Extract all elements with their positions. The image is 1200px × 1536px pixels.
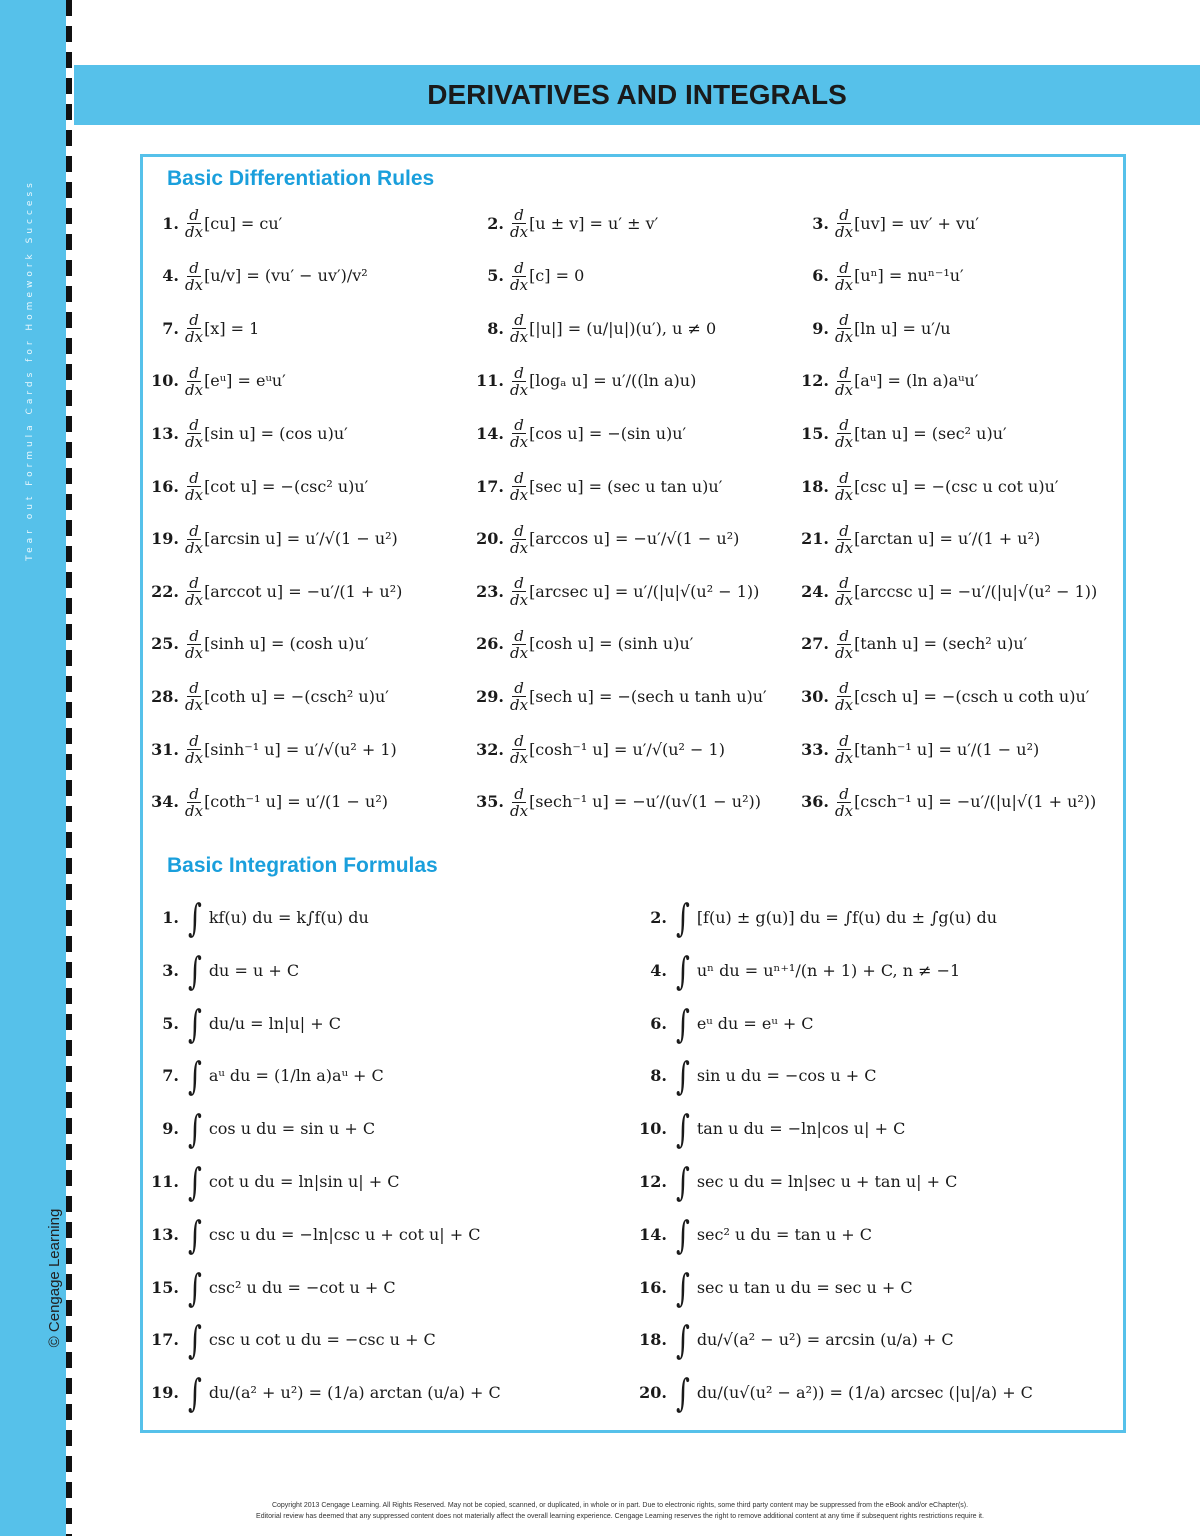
formula-expression: [f(u) ± g(u)] du = ∫f(u) du ± ∫g(u) du — [696, 908, 998, 927]
diff-rule — [793, 417, 1007, 450]
rule-number: 18. — [801, 476, 829, 496]
diff-rule — [793, 628, 1027, 661]
formula-expression: csc u du = −ln|csc u + cot u| + C — [208, 1224, 481, 1244]
rule-number: 4. — [162, 266, 179, 286]
formula-number: 18. — [639, 1330, 667, 1350]
rule-number: 23. — [476, 581, 504, 601]
formula-expression: du/√(a² − u²) = arcsin (u/a) + C — [696, 1330, 954, 1350]
formula-number: 10. — [639, 1119, 667, 1139]
rule-expression: [csch⁻¹ u] = −u′/(|u|√(1 + u²)) — [854, 792, 1097, 812]
formula-expression: du/(u√(u² − a²)) = (1/a) arcsec (|u|/a) + C — [696, 1383, 1033, 1403]
formula-number: 6. — [650, 1013, 667, 1033]
rule-expression: [sin u] = (cos u)u′ — [204, 423, 348, 443]
rule-expression: [coth⁻¹ u] = u′/(1 − u²) — [204, 792, 388, 812]
rule-expression: [cu] = cu′ — [204, 213, 283, 233]
rule-expression: [u ± v] = u′ ± v′ — [529, 213, 659, 233]
rule-expression: [sech u] = −(sech u tanh u)u′ — [529, 686, 767, 706]
rule-expression: [arccot u] = −u′/(1 + u²) — [204, 581, 403, 601]
d-dx-operator: d dx — [510, 574, 529, 610]
integral-sign: ∫ — [675, 896, 690, 940]
copyright-line-2: Editorial review has deemed that any suppressed content does not materially affect the overall learning experience. Cengage Learning reserves the right to remove additional content at any time if subsequent rights restrictions require it. — [256, 1513, 984, 1520]
diff-rule — [143, 207, 282, 240]
diff-rule — [468, 680, 767, 713]
rule-expression: [uⁿ] = nuⁿ⁻¹u′ — [854, 266, 964, 286]
d-dx-operator: d dx — [185, 311, 204, 347]
formula-number: 13. — [151, 1224, 179, 1244]
integration-formula — [143, 896, 369, 940]
formula-number: 20. — [639, 1383, 667, 1403]
integration-formula — [631, 896, 998, 940]
rule-number: 24. — [801, 581, 829, 601]
integration-formula — [631, 1265, 913, 1310]
d-dx-operator: d dx — [510, 258, 529, 294]
d-dx-operator: d dx — [510, 784, 529, 820]
integral-sign: ∫ — [187, 1001, 202, 1046]
integral-sign: ∫ — [675, 1265, 690, 1310]
rule-expression: [tanh⁻¹ u] = u′/(1 − u²) — [854, 739, 1040, 759]
d-dx-operator: d dx — [510, 469, 529, 504]
diff-rule — [468, 470, 722, 503]
d-dx-operator: d dx — [510, 311, 529, 347]
integral-sign: ∫ — [675, 948, 690, 993]
formula-number: 9. — [162, 1119, 179, 1139]
formula-expression: sec² u du = tan u + C — [696, 1224, 872, 1244]
d-dx-operator: d dx — [835, 258, 854, 294]
rule-expression: [coth u] = −(csch² u)u′ — [204, 686, 389, 706]
integral-sign: ∫ — [187, 1265, 202, 1310]
rule-expression: [csc u] = −(csc u cot u)u′ — [854, 476, 1059, 496]
rule-expression: [c] = 0 — [529, 266, 585, 286]
d-dx-operator: d dx — [835, 521, 854, 557]
integration-formula — [143, 1160, 400, 1204]
integration-formula — [143, 1318, 436, 1363]
rule-expression: [u/v] = (vu′ − uv′)/v² — [204, 266, 368, 286]
rule-number: 32. — [476, 739, 504, 759]
diff-rule — [468, 575, 759, 608]
diff-rule — [143, 628, 368, 661]
formula-expression: cot u du = ln|sin u| + C — [208, 1172, 400, 1191]
copyright-footer — [140, 1500, 1100, 1522]
formula-expression: uⁿ du = uⁿ⁺¹/(n + 1) + C, n ≠ −1 — [696, 960, 961, 980]
d-dx-operator: d dx — [835, 574, 854, 610]
diff-rule — [793, 786, 1096, 819]
integration-formula — [143, 1265, 396, 1310]
rule-expression: [cosh u] = (sinh u)u′ — [529, 634, 694, 654]
diff-rule — [793, 523, 1040, 556]
integration-formula — [143, 948, 300, 993]
diff-rule — [143, 365, 286, 398]
d-dx-operator: d dx — [510, 416, 529, 452]
rule-number: 21. — [801, 529, 829, 549]
rule-expression: [csch u] = −(csch u coth u)u′ — [854, 686, 1090, 706]
diff-rule — [793, 312, 951, 345]
formula-expression: tan u du = −ln|cos u| + C — [696, 1119, 906, 1139]
rule-expression: [uv] = uv′ + vu′ — [854, 213, 979, 233]
rule-number: 2. — [487, 213, 504, 233]
integration-formula — [631, 948, 961, 993]
d-dx-operator: d dx — [185, 363, 204, 399]
integral-sign: ∫ — [187, 1160, 202, 1204]
diff-rule — [468, 786, 761, 819]
formula-expression: du/u = ln|u| + C — [208, 1013, 341, 1033]
rule-expression: [cot u] = −(csc² u)u′ — [204, 476, 369, 496]
integral-sign: ∫ — [187, 896, 202, 940]
differentiation-heading: Basic Differentiation Rules — [167, 167, 435, 190]
rule-expression: [tanh u] = (sech² u)u′ — [854, 634, 1028, 654]
rule-expression: [arcsin u] = u′/√(1 − u²) — [204, 529, 398, 549]
rule-number: 1. — [162, 213, 179, 233]
rule-number: 12. — [801, 371, 829, 391]
rule-number: 35. — [476, 792, 504, 812]
rule-expression: [arcsec u] = u′/(|u|√(u² − 1)) — [529, 581, 760, 601]
rule-number: 27. — [801, 634, 829, 654]
integral-sign: ∫ — [187, 1212, 202, 1257]
d-dx-operator: d dx — [510, 206, 529, 241]
rule-number: 26. — [476, 634, 504, 654]
d-dx-operator: d dx — [510, 732, 529, 767]
rule-number: 29. — [476, 686, 504, 706]
d-dx-operator: d dx — [185, 521, 204, 557]
d-dx-operator: d dx — [185, 732, 204, 767]
rule-expression: [arccos u] = −u′/√(1 − u²) — [529, 529, 740, 549]
rule-expression: [arccsc u] = −u′/(|u|√(u² − 1)) — [854, 581, 1098, 601]
d-dx-operator: d dx — [835, 784, 854, 820]
integration-formula — [631, 1107, 906, 1152]
diff-rule — [468, 523, 739, 556]
title-band — [74, 65, 1200, 125]
d-dx-operator: d dx — [185, 679, 204, 715]
diff-rule — [143, 417, 348, 450]
diff-rule — [143, 786, 388, 819]
d-dx-operator: d dx — [835, 363, 854, 399]
publisher-mark: © Cengage Learning — [46, 1208, 63, 1348]
diff-rule — [793, 575, 1097, 608]
diff-rule — [468, 417, 686, 450]
rule-expression: [aᵘ] = (ln a)aᵘu′ — [854, 371, 979, 391]
diff-rule — [468, 733, 725, 766]
diff-rule — [468, 628, 693, 661]
formula-expression: kf(u) du = k∫f(u) du — [208, 908, 369, 927]
diff-rule — [143, 470, 368, 503]
d-dx-operator: d dx — [185, 258, 204, 294]
d-dx-operator: d dx — [185, 626, 204, 662]
rule-number: 3. — [812, 213, 829, 233]
formula-expression: sec u tan u du = sec u + C — [696, 1277, 913, 1297]
d-dx-operator: d dx — [185, 416, 204, 452]
perforation-line — [66, 0, 72, 1536]
d-dx-operator: d dx — [510, 521, 529, 557]
rule-number: 31. — [151, 739, 179, 759]
rule-number: 25. — [151, 634, 179, 654]
integration-heading: Basic Integration Formulas — [167, 854, 438, 877]
diff-rule — [468, 207, 658, 240]
integration-formula — [143, 1212, 481, 1257]
rule-expression: [ln u] = u′/u — [854, 318, 951, 338]
integral-sign: ∫ — [187, 1371, 202, 1416]
formula-number: 15. — [151, 1277, 179, 1297]
diff-rule — [143, 680, 389, 713]
integral-sign: ∫ — [675, 1054, 690, 1099]
rule-number: 36. — [801, 792, 829, 812]
diff-rule — [468, 260, 584, 293]
rule-number: 6. — [812, 266, 829, 286]
rule-number: 30. — [801, 686, 829, 706]
d-dx-operator: d dx — [835, 311, 854, 347]
formula-expression: csc² u du = −cot u + C — [208, 1277, 396, 1297]
d-dx-operator: d dx — [835, 679, 854, 715]
formula-expression: sec u du = ln|sec u + tan u| + C — [696, 1172, 958, 1191]
formula-number: 3. — [162, 960, 179, 980]
d-dx-operator: d dx — [185, 206, 204, 241]
formula-number: 19. — [151, 1383, 179, 1403]
rule-expression: [x] = 1 — [204, 318, 260, 338]
rule-number: 34. — [151, 792, 179, 812]
formula-number: 1. — [162, 908, 179, 927]
integration-formula — [631, 1318, 954, 1363]
rule-number: 9. — [812, 318, 829, 338]
diff-rule — [793, 470, 1059, 503]
rule-number: 15. — [801, 423, 829, 443]
integral-sign: ∫ — [187, 1107, 202, 1152]
rule-expression: [sec u] = (sec u tan u)u′ — [529, 476, 723, 496]
d-dx-operator: d dx — [510, 679, 529, 715]
rule-expression: [|u|] = (u/|u|)(u′), u ≠ 0 — [529, 318, 717, 338]
rule-expression: [sech⁻¹ u] = −u′/(u√(1 − u²)) — [529, 792, 761, 812]
rule-number: 8. — [487, 318, 504, 338]
d-dx-operator: d dx — [510, 363, 529, 399]
d-dx-operator: d dx — [835, 416, 854, 452]
diff-rule — [143, 523, 398, 556]
integral-sign: ∫ — [187, 1318, 202, 1363]
d-dx-operator: d dx — [510, 626, 529, 662]
diff-rule — [468, 365, 696, 398]
integration-formula — [143, 1001, 341, 1046]
rule-expression: [sinh u] = (cosh u)u′ — [204, 634, 369, 654]
formula-number: 16. — [639, 1277, 667, 1297]
formula-number: 11. — [151, 1172, 179, 1191]
integration-formula — [143, 1371, 501, 1416]
diff-rule — [793, 680, 1089, 713]
diff-rule — [143, 260, 368, 293]
integration-formula — [631, 1212, 872, 1257]
d-dx-operator: d dx — [835, 626, 854, 662]
integration-formula — [143, 1107, 376, 1152]
diff-rule — [468, 312, 716, 345]
formula-expression: aᵘ du = (1/ln a)aᵘ + C — [208, 1066, 384, 1086]
formula-expression: sin u du = −cos u + C — [696, 1066, 877, 1086]
formula-expression: csc u cot u du = −csc u + C — [208, 1330, 436, 1350]
integral-sign: ∫ — [675, 1212, 690, 1257]
d-dx-operator: d dx — [185, 784, 204, 820]
integration-formula — [631, 1371, 1033, 1416]
integral-sign: ∫ — [675, 1107, 690, 1152]
rule-expression: [tan u] = (sec² u)u′ — [854, 423, 1007, 443]
rule-number: 14. — [476, 423, 504, 443]
rule-number: 10. — [151, 371, 179, 391]
formula-box — [140, 154, 1126, 1433]
rule-number: 20. — [476, 529, 504, 549]
rule-number: 19. — [151, 529, 179, 549]
rule-expression: [logₐ u] = u′/((ln a)u) — [529, 371, 697, 391]
formula-expression: cos u du = sin u + C — [208, 1119, 376, 1139]
d-dx-operator: d dx — [185, 469, 204, 504]
rule-number: 11. — [476, 371, 504, 391]
tear-out-text: Tear out Formula Cards for Homework Success — [25, 179, 35, 561]
diff-rule — [793, 207, 979, 240]
rule-number: 33. — [801, 739, 829, 759]
formula-number: 8. — [650, 1066, 667, 1086]
diff-rule — [143, 733, 397, 766]
d-dx-operator: d dx — [835, 206, 854, 241]
integral-sign: ∫ — [187, 1054, 202, 1099]
rule-number: 5. — [487, 266, 504, 286]
rule-number: 17. — [476, 476, 504, 496]
integral-sign: ∫ — [675, 1318, 690, 1363]
diff-rule — [793, 260, 964, 293]
formula-number: 7. — [162, 1066, 179, 1086]
integral-sign: ∫ — [675, 1160, 690, 1204]
rule-expression: [cos u] = −(sin u)u′ — [529, 423, 687, 443]
diff-rule — [143, 575, 402, 608]
rule-number: 16. — [151, 476, 179, 496]
rule-number: 22. — [151, 581, 179, 601]
diff-rule — [143, 312, 259, 345]
d-dx-operator: d dx — [835, 732, 854, 767]
integral-sign: ∫ — [187, 948, 202, 993]
formula-expression: du/(a² + u²) = (1/a) arctan (u/a) + C — [208, 1383, 501, 1403]
rule-expression: [arctan u] = u′/(1 + u²) — [854, 529, 1041, 549]
integral-sign: ∫ — [675, 1371, 690, 1416]
formula-expression: du = u + C — [208, 960, 300, 980]
formula-number: 5. — [162, 1013, 179, 1033]
integration-formula — [631, 1160, 958, 1204]
formula-number: 12. — [639, 1172, 667, 1191]
copyright-line-1: Copyright 2013 Cengage Learning. All Rights Reserved. May not be copied, scanned, or duplicated, in whole or in part. Due to electronic rights, some third party content may be suppressed from the eBook and/or eChapter(s). — [271, 1502, 969, 1509]
rule-number: 7. — [162, 318, 179, 338]
rule-number: 28. — [151, 686, 179, 706]
rule-number: 13. — [151, 423, 179, 443]
diff-rule — [793, 733, 1039, 766]
formula-expression: eᵘ du = eᵘ + C — [696, 1013, 814, 1033]
formula-number: 2. — [650, 908, 667, 927]
formula-number: 14. — [639, 1224, 667, 1244]
formula-number: 4. — [650, 960, 667, 980]
d-dx-operator: d dx — [835, 469, 854, 504]
diff-rule — [793, 365, 978, 398]
integration-formula — [631, 1054, 877, 1099]
rule-expression: [eᵘ] = eᵘu′ — [204, 371, 286, 391]
page-title: DERIVATIVES AND INTEGRALS — [427, 79, 847, 110]
integration-formula — [143, 1054, 384, 1099]
integral-sign: ∫ — [675, 1001, 690, 1046]
integration-formula — [631, 1001, 814, 1046]
d-dx-operator: d dx — [185, 574, 204, 610]
rule-expression: [cosh⁻¹ u] = u′/√(u² − 1) — [529, 739, 725, 759]
rule-expression: [sinh⁻¹ u] = u′/√(u² + 1) — [204, 739, 397, 759]
formula-number: 17. — [151, 1330, 179, 1350]
